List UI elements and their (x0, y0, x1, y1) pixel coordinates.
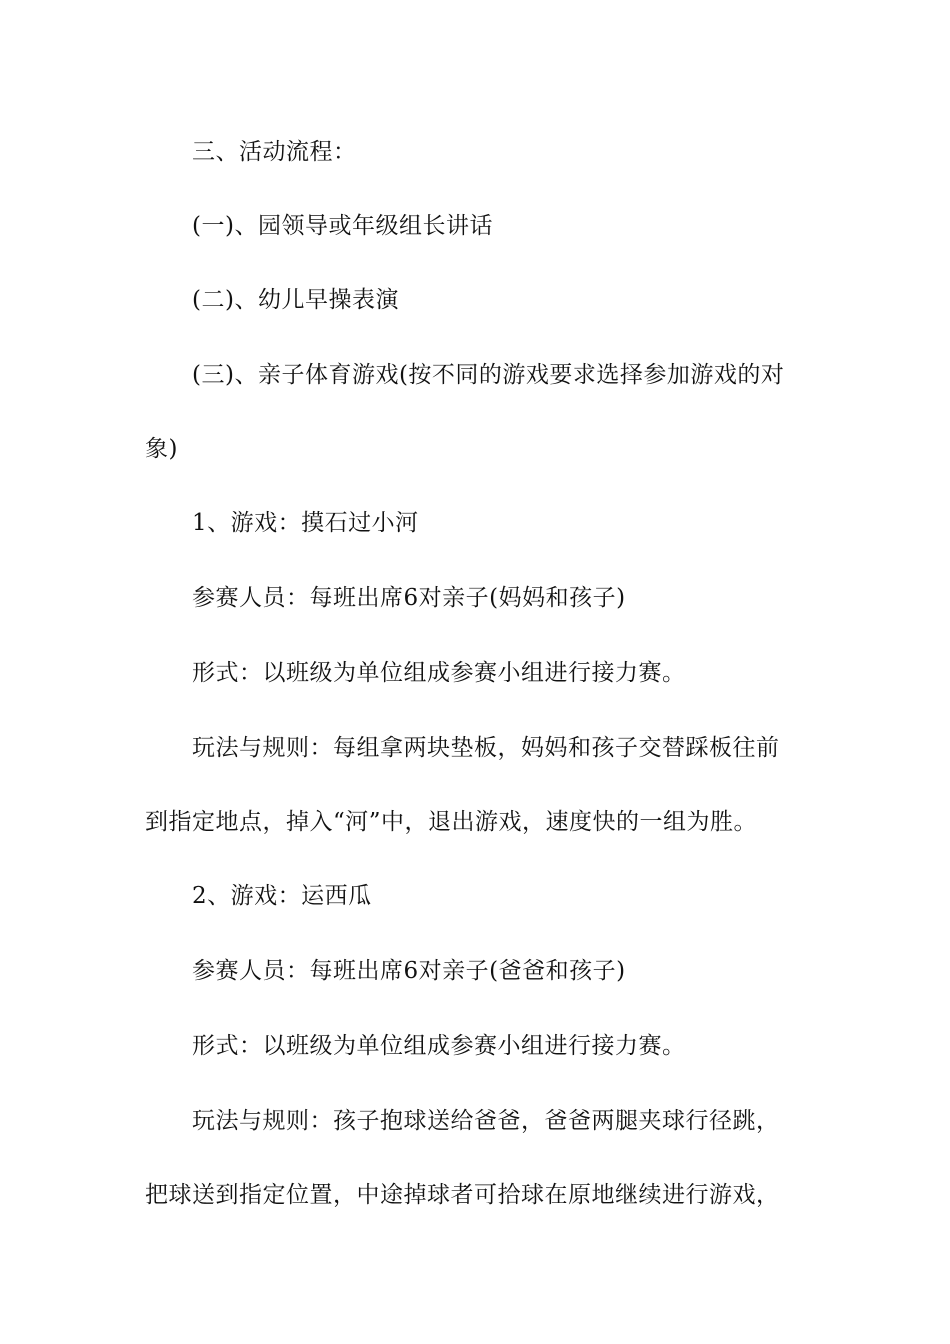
section-heading: 三、活动流程： (192, 139, 357, 165)
paragraph-line: 参赛人员：每班出席6对亲子(爸爸和孩子) (192, 958, 626, 984)
paragraph-line: 参赛人员：每班出席6对亲子(妈妈和孩子) (192, 585, 626, 611)
list-item: (二)、幼儿早操表演 (192, 287, 399, 313)
list-item: (三)、亲子体育游戏(按不同的游戏要求选择参加游戏的对 (192, 362, 785, 388)
paragraph-line: 玩法与规则：孩子抱球送给爸爸，爸爸两腿夹球行径跳， (192, 1108, 780, 1134)
game-title: 2、游戏：运西瓜 (192, 883, 372, 909)
paragraph-line: 玩法与规则：每组拿两块垫板，妈妈和孩子交替踩板往前 (192, 735, 780, 761)
paragraph-line: 象) (145, 436, 178, 462)
game-title: 1、游戏：摸石过小河 (192, 510, 419, 536)
paragraph-line: 把球送到指定位置，中途掉球者可拾球在原地继续进行游戏， (145, 1182, 780, 1208)
paragraph-line: 到指定地点，掉入“河”中，退出游戏，速度快的一组为胜。 (145, 809, 758, 835)
paragraph-line: 形式：以班级为单位组成参赛小组进行接力赛。 (192, 1033, 686, 1059)
paragraph-line: 形式：以班级为单位组成参赛小组进行接力赛。 (192, 660, 686, 686)
list-item: (一)、园领导或年级组长讲话 (192, 213, 493, 239)
